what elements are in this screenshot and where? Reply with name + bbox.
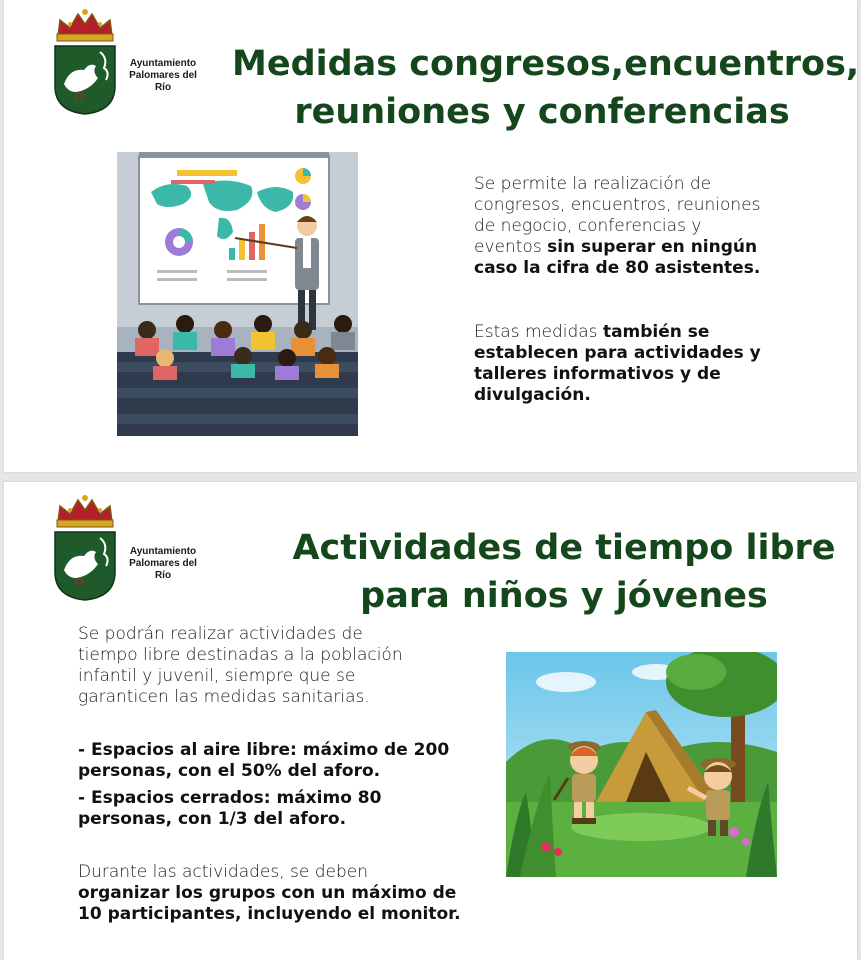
p2-bold-line-2: talleres informativos y de [474, 364, 721, 384]
conference-illustration [117, 152, 358, 436]
p1-line-2: congresos, encuentros, reuniones [474, 195, 761, 215]
slide-tiempo-libre [4, 482, 857, 960]
bullet1-line-1: - Espacios al aire libre: máximo de 200 [78, 740, 450, 760]
bullet-indoor [78, 788, 478, 830]
p2-bold-line-3: divulgación. [474, 385, 591, 405]
page-title [284, 524, 844, 620]
title-line-2: reuniones y conferencias [294, 92, 790, 132]
bullet2-line-2: personas, con 1/3 del aforo. [78, 809, 347, 829]
p1-line-3: de negocio, conferencias y [474, 216, 702, 236]
org-name [121, 58, 205, 94]
p1-bold-line: caso la cifra de 80 asistentes. [474, 258, 761, 278]
coat-of-arms-icon [50, 6, 120, 116]
title-line-1: Medidas congresos,encuentros, [232, 44, 860, 84]
p1-bold-inline: sin superar en ningún [547, 237, 758, 257]
closing-bold-line-2: 10 participantes, incluyendo el monitor. [78, 904, 461, 924]
intro-line-1: Se podrán realizar actividades de [78, 624, 363, 644]
p1-line-1: Se permite la realización de [474, 174, 712, 194]
p1-line-4: eventos [474, 237, 542, 257]
congress-rule-text [474, 174, 844, 279]
coat-of-arms-icon [50, 492, 120, 602]
intro-line-4: garanticen las medidas sanitarias. [78, 687, 370, 707]
slide-congresos [4, 0, 860, 472]
page-title [232, 40, 860, 136]
intro-line-2: tiempo libre destinadas a la población [78, 645, 403, 665]
p2-bold-inline: también se [602, 322, 710, 342]
closing-bold-line-1: organizar los grupos con un máximo de [78, 883, 457, 903]
org-line-1: Ayuntamiento [129, 58, 197, 69]
p2-text: Estas medidas [474, 322, 598, 342]
org-line-2: Palomares del Río [129, 558, 197, 581]
title-line-2: para niños y jóvenes [360, 576, 768, 616]
intro-line-3: infantil y juvenil, siempre que se [78, 666, 356, 686]
closing-line-1: Durante las actividades, se deben [78, 862, 369, 882]
camping-kids-illustration [506, 652, 777, 877]
workshop-rule-text [474, 322, 844, 406]
org-name [121, 546, 205, 582]
org-line-2: Palomares del Río [129, 70, 197, 93]
closing-text [78, 862, 488, 925]
title-line-1: Actividades de tiempo libre [292, 528, 836, 568]
org-line-1: Ayuntamiento [129, 546, 197, 557]
bullet-outdoor [78, 740, 478, 782]
p2-bold-line-1: establecen para actividades y [474, 343, 761, 363]
bullet1-line-2: personas, con el 50% del aforo. [78, 761, 381, 781]
intro-text [78, 624, 478, 708]
bullet2-line-1: - Espacios cerrados: máximo 80 [78, 788, 382, 808]
